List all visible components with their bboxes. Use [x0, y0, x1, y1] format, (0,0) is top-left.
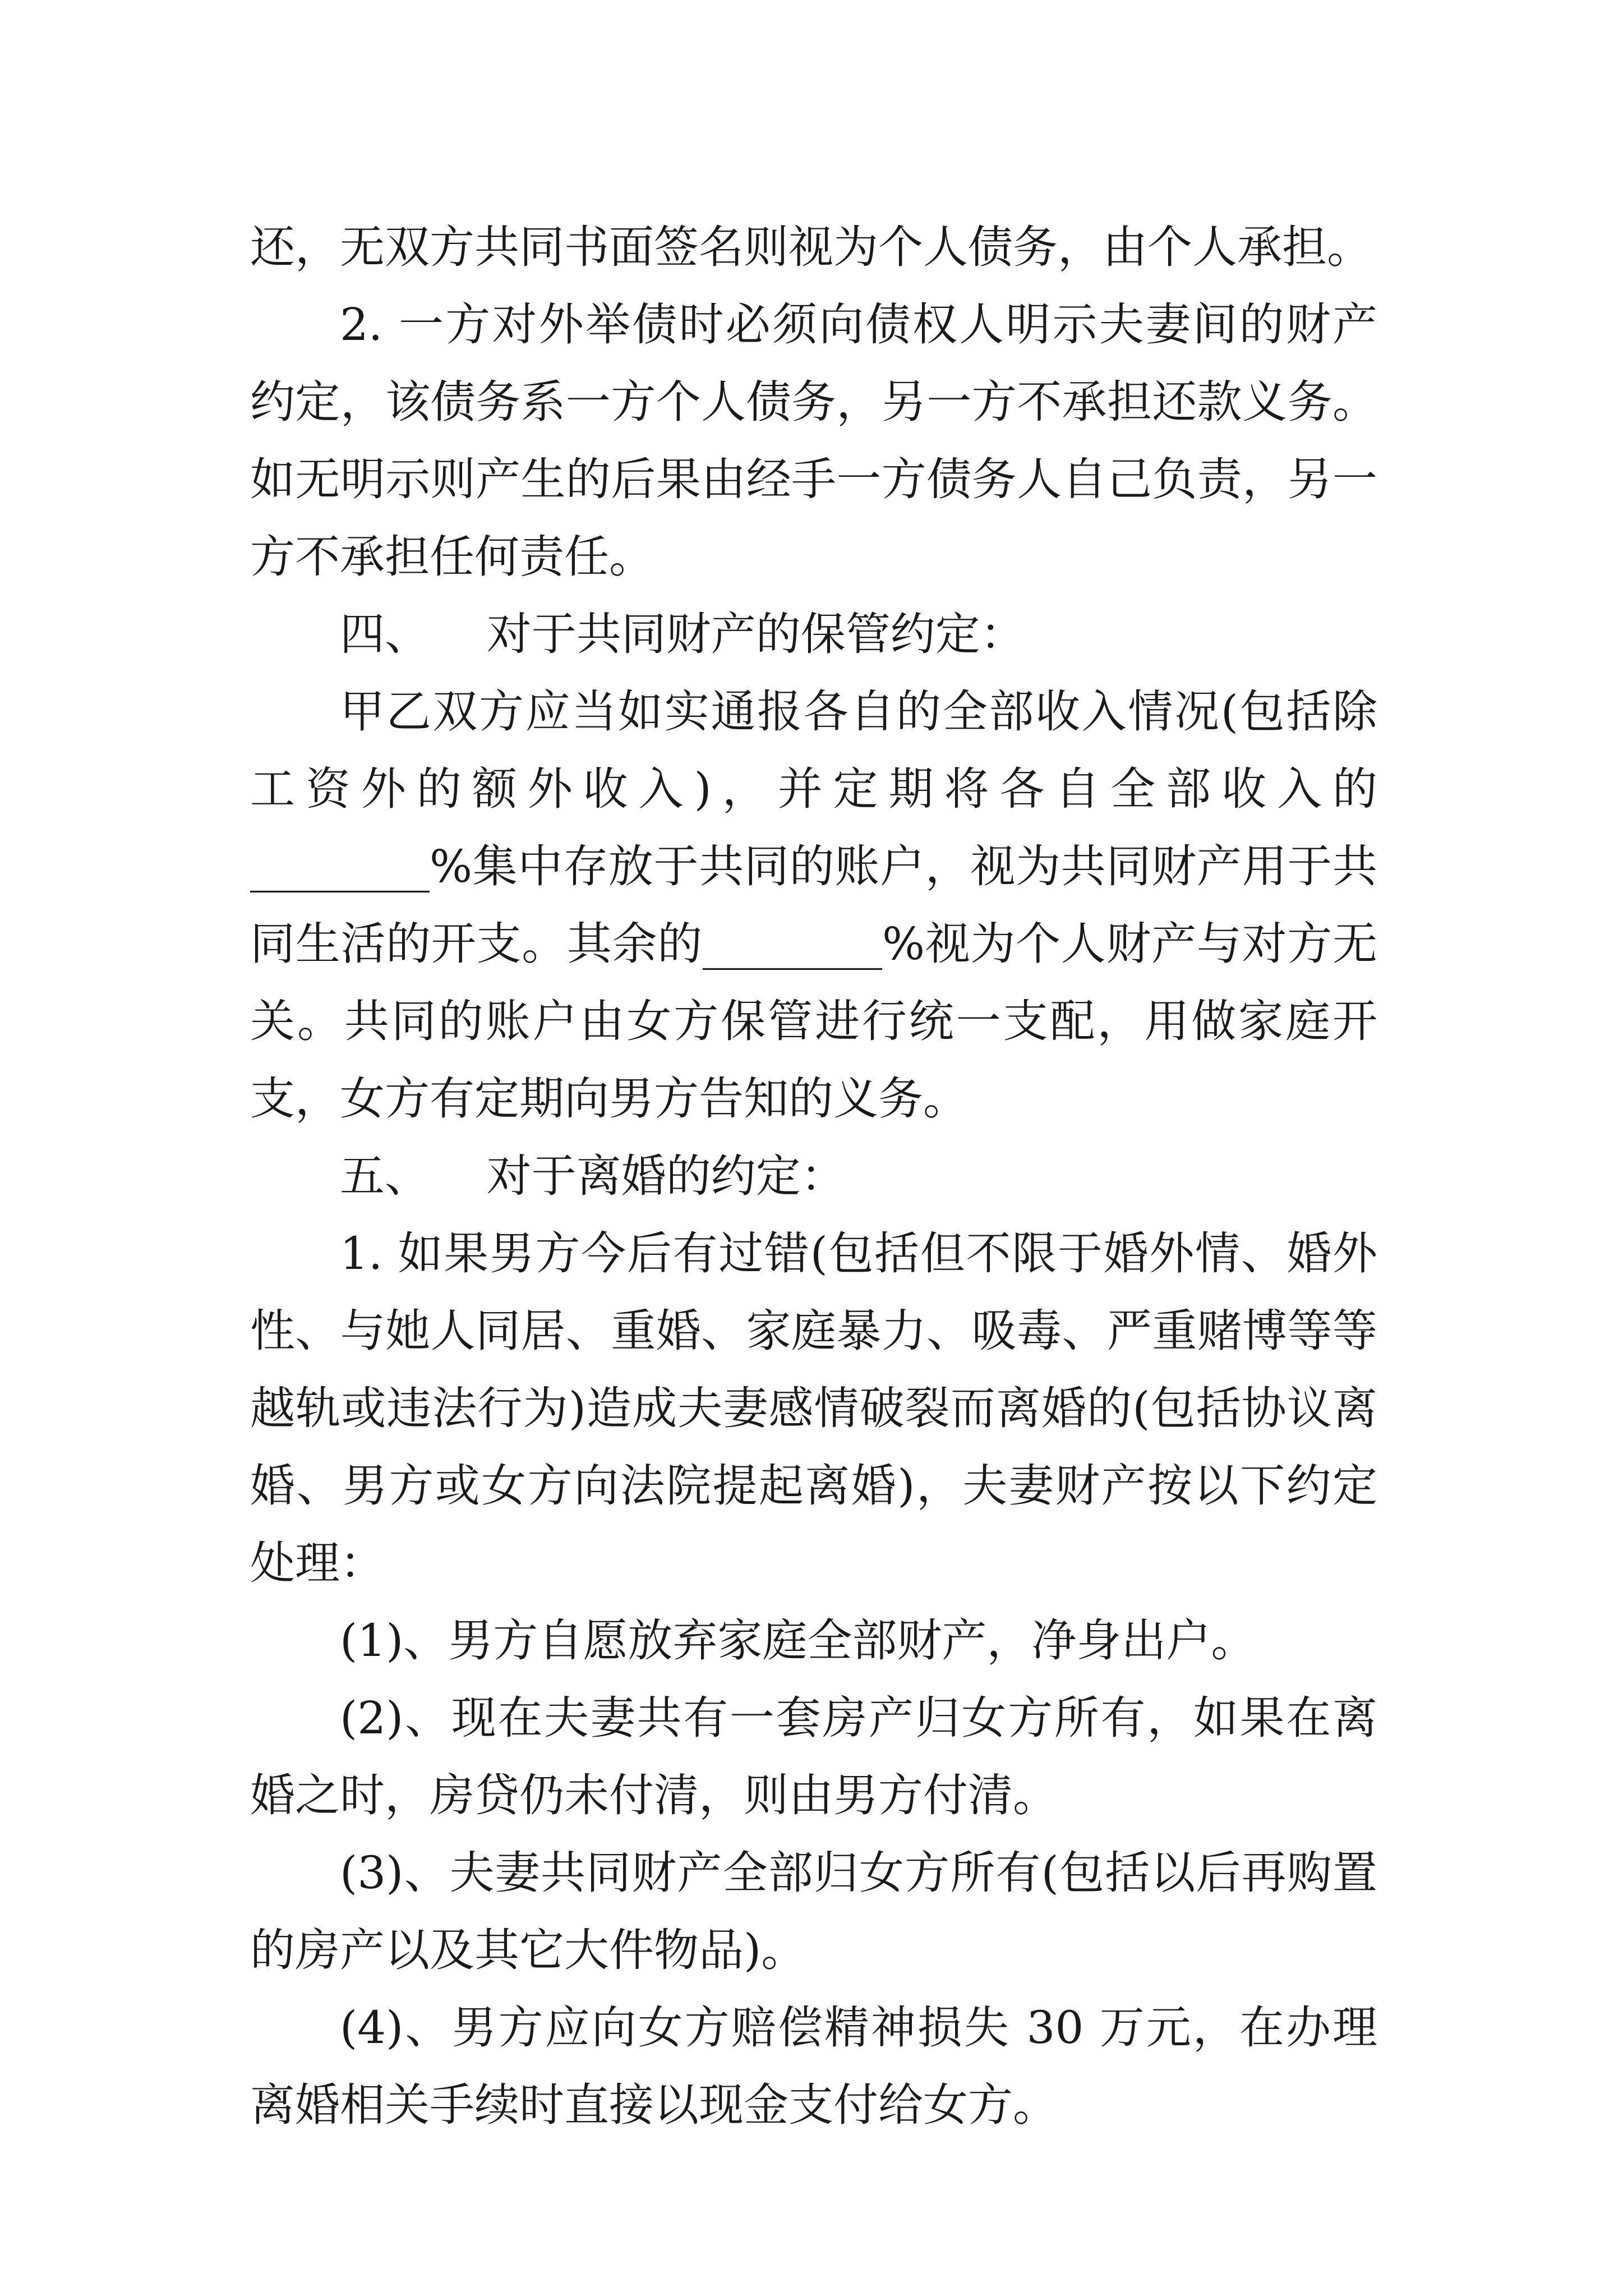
paragraph-divorce-item-4: (4)、男方应向女方赔偿精神损失 30 万元，在办理离婚相关手续时直接以现金支付给女方。	[250, 2001, 1377, 2131]
paragraph-divorce-clause-1: 1. 如果男方今后有过错(包括但不限于婚外情、婚外性、与她人同居、重婚、家庭暴力、吸毒、严重赌博等等越轨或违法行为)造成夫妻感情破裂而离婚的(包括协议离婚、男方或女方向法院提起离婚)，夫妻财产按以下约定处理：	[250, 1227, 1377, 1589]
paragraph-divorce-item-2: (2)、现在夫妻共有一套房产归女方所有，如果在离婚之时，房贷仍未付清，则由男方付清。	[250, 1692, 1377, 1821]
paragraph-joint-property-custody: 甲乙双方应当如实通报各自的全部收入情况(包括除工资外的额外收入)，并定期将各自全部收入的________%集中存放于共同的账户，视为共同财产用于共同生活的开支。其余的________%视为个人财产与对方无关。共同的账户由女方保管进行统一支配，用做家庭开支，女方有定期向男方告知的义务。	[250, 685, 1377, 1125]
paragraph-divorce-item-1: (1)、男方自愿放弃家庭全部财产，净身出户。	[340, 1614, 1256, 1667]
paragraph-debt-continuation: 还，无双方共同书面签名则视为个人债务，由个人承担。	[250, 221, 1372, 273]
paragraph-divorce-item-3: (3)、夫妻共同财产全部归女方所有(包括以后再购置的房产以及其它大件物品)。	[250, 1847, 1377, 1976]
paragraph-debt-clause-2: 2. 一方对外举债时必须向债权人明示夫妻间的财产约定，该债务系一方个人债务，另一方不承担还款义务。如无明示则产生的后果由经手一方债务人自己负责，另一方不承担任何责任。	[250, 298, 1377, 583]
document-body	[250, 209, 1377, 2144]
section-heading-5: 五、 对于离婚的约定：	[340, 1150, 846, 1202]
section-heading-4: 四、 对于共同财产的保管约定：	[340, 608, 1025, 660]
